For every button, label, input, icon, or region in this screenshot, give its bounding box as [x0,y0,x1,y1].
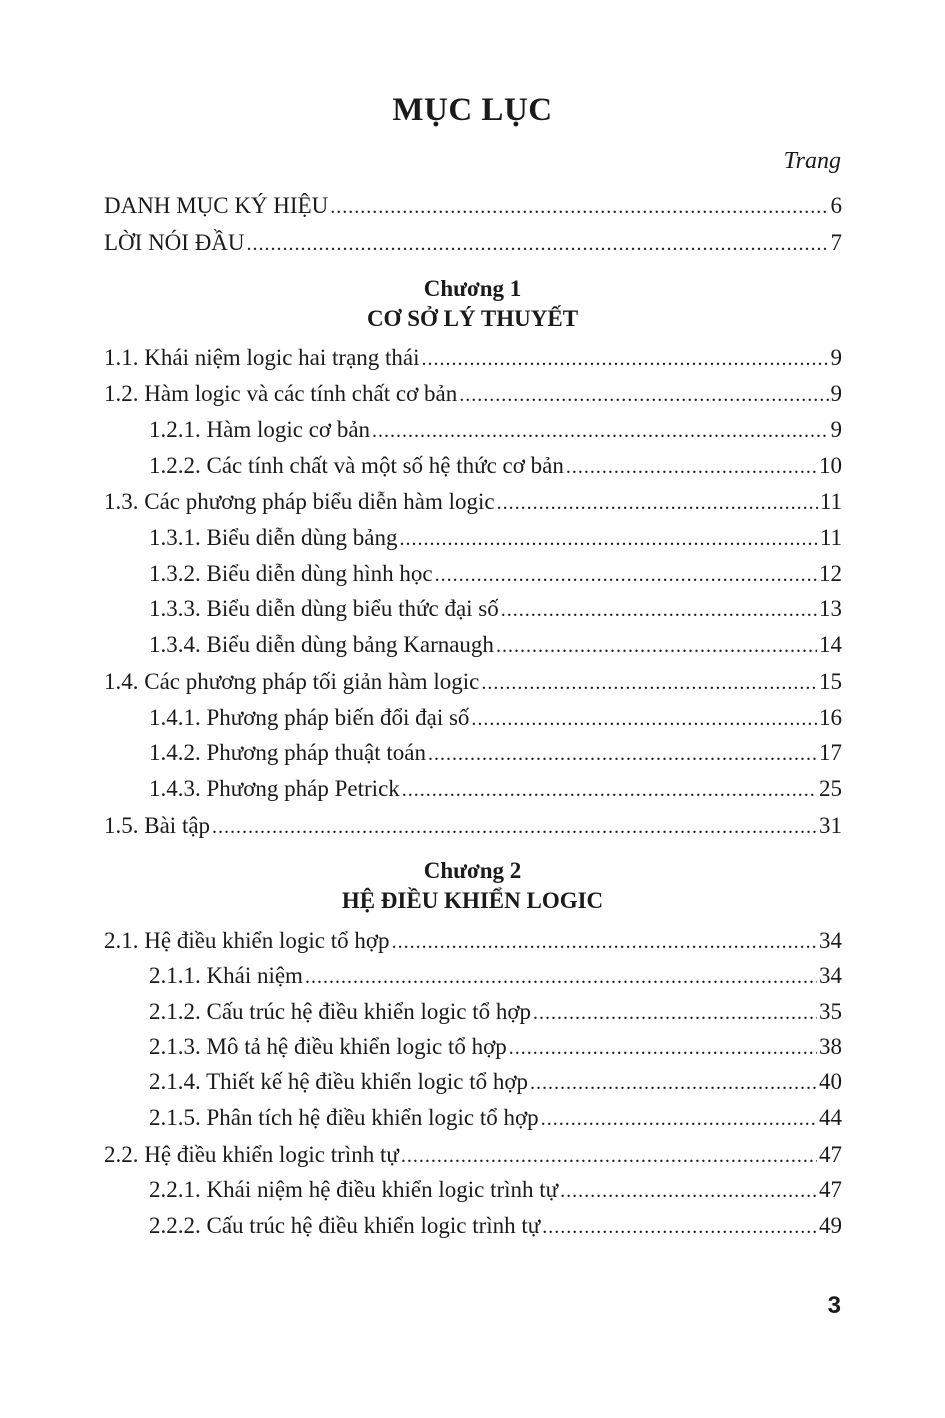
dot-leader [400,522,818,556]
dot-leader [330,190,828,224]
toc-entry-page: 25 [819,776,842,801]
dot-leader [247,227,829,261]
toc-entry-page: 13 [819,596,842,621]
chapter-2-label: Chương 2 [423,858,522,883]
dot-leader [372,414,828,448]
toc-entry-page: 9 [830,381,842,406]
dot-leader [497,486,818,520]
toc-entry[interactable] [104,341,842,375]
toc-entry-text: 1.1. Khái niệm logic hai trạng thái [104,345,420,370]
toc-entry-page: 11 [819,489,842,514]
toc-entry-text: 1.5. Bài tập [104,813,211,838]
dot-leader [481,666,817,700]
toc-entry-page: 47 [819,1177,842,1202]
toc-entry-text: 2.1. Hệ điều khiển logic tổ hợp [104,928,390,953]
toc-entry-text: 1.4.3. Phương pháp Petrick [149,776,400,801]
toc-entry-text: 1.4. Các phương pháp tối giản hàm logic [104,669,480,694]
dot-leader [541,1102,817,1136]
toc-entry-text: 2.1.3. Mô tả hệ điều khiển logic tổ hợp [149,1034,507,1059]
toc-entry[interactable] [104,485,842,519]
dot-leader [496,629,817,663]
toc-entry-text: 1.3.1. Biểu diễn dùng bảng [149,525,398,550]
toc-entry-text: 2.2.2. Cấu trúc hệ điều khiển logic trình tự [149,1213,541,1238]
toc-subentry[interactable] [149,413,842,447]
toc-entry[interactable] [104,377,842,411]
dot-leader [566,450,817,484]
dot-leader [422,342,829,376]
toc-entry-page: 31 [819,813,842,838]
toc-entry-text: 1.4.1. Phương pháp biến đổi đại số [149,705,470,730]
toc-entry-text: 1.3. Các phương pháp biểu diễn hàm logic [104,489,495,514]
toc-entry[interactable] [104,1138,842,1172]
chapter-1-title: CƠ SỞ LÝ THUYẾT [366,306,579,331]
toc-entry-page: 34 [819,928,842,953]
toc-entry-text: 1.2.2. Các tính chất và một số hệ thức cơ bản [149,453,564,478]
dot-leader [459,378,828,412]
toc-subentry[interactable] [149,959,842,993]
toc-entry-page: 6 [830,193,842,218]
dot-leader [542,1210,817,1244]
toc-subentry[interactable] [149,592,842,626]
toc-entry-text: 1.3.2. Biểu diễn dùng hình học [149,561,433,586]
toc-subentry[interactable] [149,736,842,770]
toc-entry-text: 1.3.4. Biểu diễn dùng bảng Karnaugh [149,632,494,657]
dot-leader [471,702,817,736]
toc-subentry[interactable] [149,1065,842,1099]
toc-entry-page: 40 [819,1069,842,1094]
page-title: MỤC LỤC [392,92,553,128]
toc-subentry[interactable] [149,449,842,483]
toc-entry[interactable] [104,809,842,843]
dot-leader [402,773,817,807]
toc-entry-page: 34 [819,963,842,988]
toc-subentry[interactable] [149,628,842,662]
toc-subentry[interactable] [149,1173,842,1207]
toc-entry-text: 1.2. Hàm logic và các tính chất cơ bản [104,381,458,406]
toc-subentry[interactable] [149,1101,842,1135]
dot-leader [509,1031,817,1065]
toc-entry-text: LỜI NÓI ĐẦU [104,230,245,255]
toc-entry-page: 16 [819,705,842,730]
dot-leader [401,1139,817,1173]
dot-leader [533,996,817,1030]
toc-subentry[interactable] [149,557,842,591]
dot-leader [530,1066,817,1100]
toc-subentry[interactable] [149,995,842,1029]
toc-entry-page: 44 [819,1105,842,1130]
toc-subentry[interactable] [149,1030,842,1064]
toc-subentry[interactable] [149,772,842,806]
dot-leader [435,558,817,592]
toc-entry-text: 2.1.2. Cấu trúc hệ điều khiển logic tổ hợp [149,999,532,1024]
toc-entry-page: 12 [819,561,842,586]
chapter-2-title: HỆ ĐIỀU KHIỂN LOGIC [341,888,604,913]
toc-entry-page: 38 [819,1034,842,1059]
page-column-label: Trang [783,148,841,174]
toc-entry-page: 9 [830,417,842,442]
toc-entry-text: 1.2.1. Hàm logic cơ bản [149,417,371,442]
dot-leader [392,925,817,959]
toc-entry-text: 1.3.3. Biểu diễn dùng biểu thức đại số [149,596,499,621]
dot-leader [305,960,817,994]
dot-leader [501,593,817,627]
toc-subentry[interactable] [149,1209,842,1243]
toc-entry-page: 35 [819,999,842,1024]
toc-entry-text: 2.1.4. Thiết kế hệ điều khiển logic tổ hợp [149,1069,529,1094]
toc-entry-page: 11 [819,525,842,550]
toc-entry-page: 17 [819,740,842,765]
toc-entry-page: 49 [819,1213,842,1238]
chapter-1-label: Chương 1 [423,276,522,301]
toc-entry-page: 7 [830,230,842,255]
dot-leader [428,737,817,771]
toc-entry-text: 2.2.1. Khái niệm hệ điều khiển logic trình tự [149,1177,559,1202]
toc-entry-text: 1.4.2. Phương pháp thuật toán [149,740,426,765]
toc-entry-text: DANH MỤC KÝ HIỆU [104,193,329,218]
toc-entry-text: 2.1.5. Phân tích hệ điều khiển logic tổ hợp [149,1105,539,1130]
toc-entry-text: 2.1.1. Khái niệm [149,963,303,988]
toc-entry-page: 15 [819,669,842,694]
toc-entry-text: 2.2. Hệ điều khiển logic trình tự [104,1142,399,1167]
toc-subentry[interactable] [149,521,842,555]
toc-entry[interactable] [104,924,842,958]
toc-entry[interactable] [104,665,842,699]
toc-subentry[interactable] [149,701,842,735]
toc-entry-page: 10 [819,453,842,478]
toc-entry-loi-noi-dau[interactable] [104,226,842,260]
toc-entry-page: 47 [819,1142,842,1167]
dot-leader [560,1174,817,1208]
dot-leader [212,810,817,844]
toc-entry-page: 9 [830,345,842,370]
toc-entry-danh-muc-ky-hieu[interactable] [104,189,842,223]
page-number: 3 [827,1292,841,1319]
toc-entry-page: 14 [819,632,842,657]
